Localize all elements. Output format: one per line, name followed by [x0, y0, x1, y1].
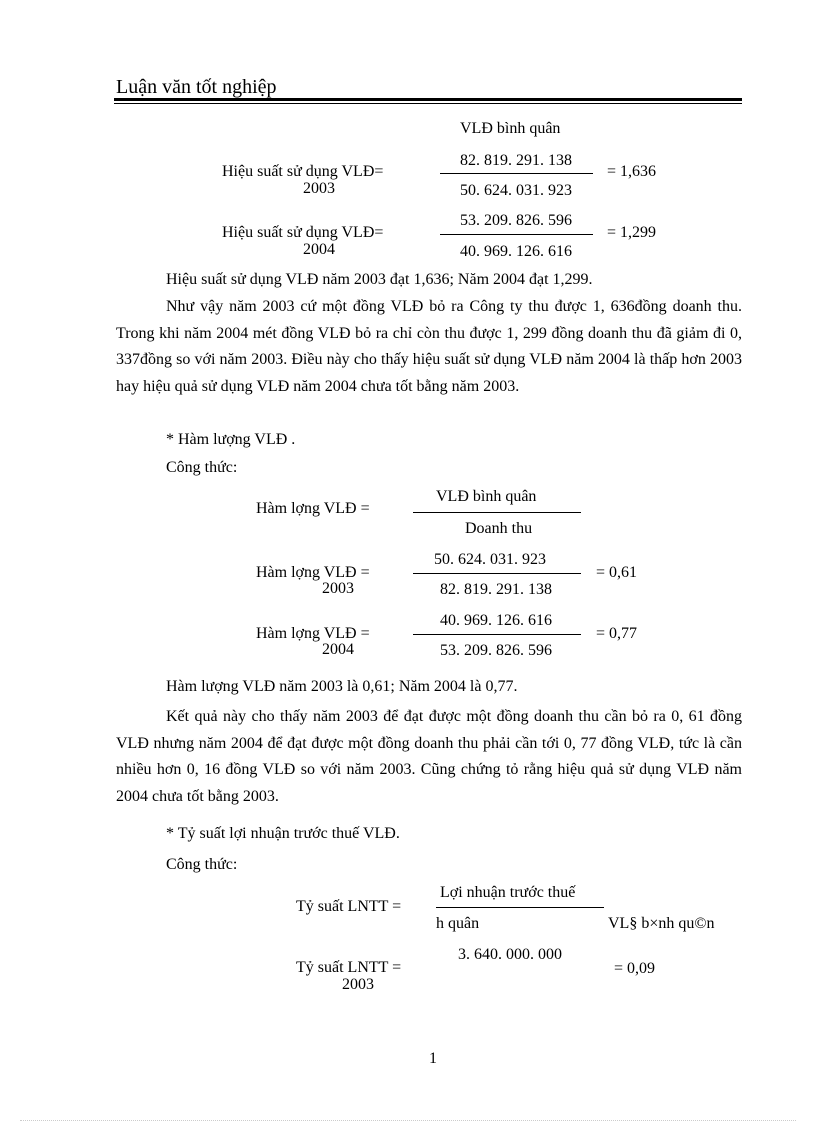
- profit-general-garbled-text: VL§ b×nh qu©n: [608, 915, 715, 932]
- content-2004-result: = 0,77: [596, 625, 638, 642]
- content-general-numerator: VLĐ bình quân: [436, 488, 537, 505]
- content-2003-label: Hàm lợng VLĐ =: [256, 564, 370, 581]
- content-2004-label: Hàm lợng VLĐ =: [256, 625, 370, 642]
- efficiency-2004-fraction-bar: [440, 234, 593, 235]
- content-general-label: Hàm lợng VLĐ =: [256, 500, 370, 517]
- profit-2003-numerator: 3. 640. 000. 000: [458, 946, 562, 963]
- efficiency-2004-result: = 1,299: [607, 224, 657, 241]
- profit-general-denominator-partial: h quân: [436, 915, 480, 932]
- page-number: 1: [429, 1050, 437, 1067]
- content-heading: * Hàm lượng VLĐ .: [166, 431, 296, 448]
- efficiency-2004-year: 2004: [303, 241, 335, 258]
- content-2004-denominator: 53. 209. 826. 596: [440, 642, 552, 659]
- efficiency-summary: Hiệu suất sử dụng VLĐ năm 2003 đạt 1,636; Năm 2004 đạt 1,299.: [166, 271, 593, 288]
- content-general-denominator: Doanh thu: [465, 520, 533, 537]
- content-2003-fraction-bar: [413, 573, 581, 574]
- efficiency-2003-denominator: 50. 624. 031. 923: [460, 182, 572, 199]
- header-rule-thick: [114, 98, 742, 101]
- content-formula-label: Công thức:: [166, 459, 238, 476]
- content-analysis-text: Kết quả này cho thấy năm 2003 để đạt được một đồng doanh thu cần bỏ ra 0, 61 đồng VLĐ nhưng năm 2004 để đạt được một đồng doanh thu phải cần tới 0, 77 đồng VLĐ, tức là cần nhiều hơn 0, 16 đồng VLĐ so với năm 2003. Cũng chứng tỏ rằng hiệu quả sử dụng VLĐ năm 2004 chưa tốt bằng 2003.: [116, 708, 742, 805]
- content-general-fraction-bar: [413, 512, 581, 513]
- efficiency-2003-fraction-bar: [440, 173, 593, 174]
- content-2003-year: 2003: [322, 580, 354, 597]
- efficiency-analysis-paragraph: [116, 294, 742, 400]
- content-analysis-paragraph: [116, 704, 742, 810]
- page-bottom-divider: [20, 1120, 796, 1121]
- efficiency-2004-numerator: 53. 209. 826. 596: [460, 212, 572, 229]
- efficiency-2003-numerator: 82. 819. 291. 138: [460, 152, 572, 169]
- efficiency-2003-result: = 1,636: [607, 163, 657, 180]
- page-header-title: Luận văn tốt nghiệp: [116, 76, 277, 98]
- efficiency-2004-label: Hiệu suất sử dụng VLĐ=: [222, 224, 384, 241]
- profit-formula-label: Công thức:: [166, 856, 238, 873]
- profit-general-fraction-bar: [436, 907, 604, 908]
- header-rule-thin: [114, 103, 742, 104]
- efficiency-numerator-label: VLĐ bình quân: [460, 120, 561, 137]
- profit-2003-year: 2003: [342, 976, 374, 993]
- efficiency-2003-year: 2003: [303, 180, 335, 197]
- profit-2003-result: = 0,09: [614, 960, 656, 977]
- content-2004-year: 2004: [322, 641, 354, 658]
- efficiency-2004-denominator: 40. 969. 126. 616: [460, 243, 572, 260]
- efficiency-analysis-text: Như vậy năm 2003 cứ một đồng VLĐ bỏ ra Công ty thu được 1, 636đồng doanh thu. Trong khi năm 2004 mét đồng VLĐ bỏ ra chỉ còn thu được 1, 299 đồng doanh thu đã giảm đi 0, 337đồng so với năm 2003. Điều này cho thấy hiệu suất sử dụng VLĐ năm 2004 là thấp hơn 2003 hay hiệu quả sử dụng VLĐ năm 2004 chưa tốt bằng năm 2003.: [116, 298, 742, 395]
- efficiency-2003-label: Hiệu suất sử dụng VLĐ=: [222, 163, 384, 180]
- content-2003-numerator: 50. 624. 031. 923: [434, 551, 546, 568]
- content-2004-fraction-bar: [413, 634, 581, 635]
- content-2004-numerator: 40. 969. 126. 616: [440, 612, 552, 629]
- profit-general-numerator: Lợi nhuận trước thuế: [440, 884, 576, 901]
- profit-2003-label: Tỷ suất LNTT =: [296, 959, 402, 976]
- content-summary: Hàm lượng VLĐ năm 2003 là 0,61; Năm 2004 là 0,77.: [166, 678, 518, 695]
- content-2003-denominator: 82. 819. 291. 138: [440, 581, 552, 598]
- profit-heading: * Tỷ suất lợi nhuận trước thuế VLĐ.: [166, 825, 400, 842]
- profit-general-label: Tỷ suất LNTT =: [296, 898, 402, 915]
- content-2003-result: = 0,61: [596, 564, 638, 581]
